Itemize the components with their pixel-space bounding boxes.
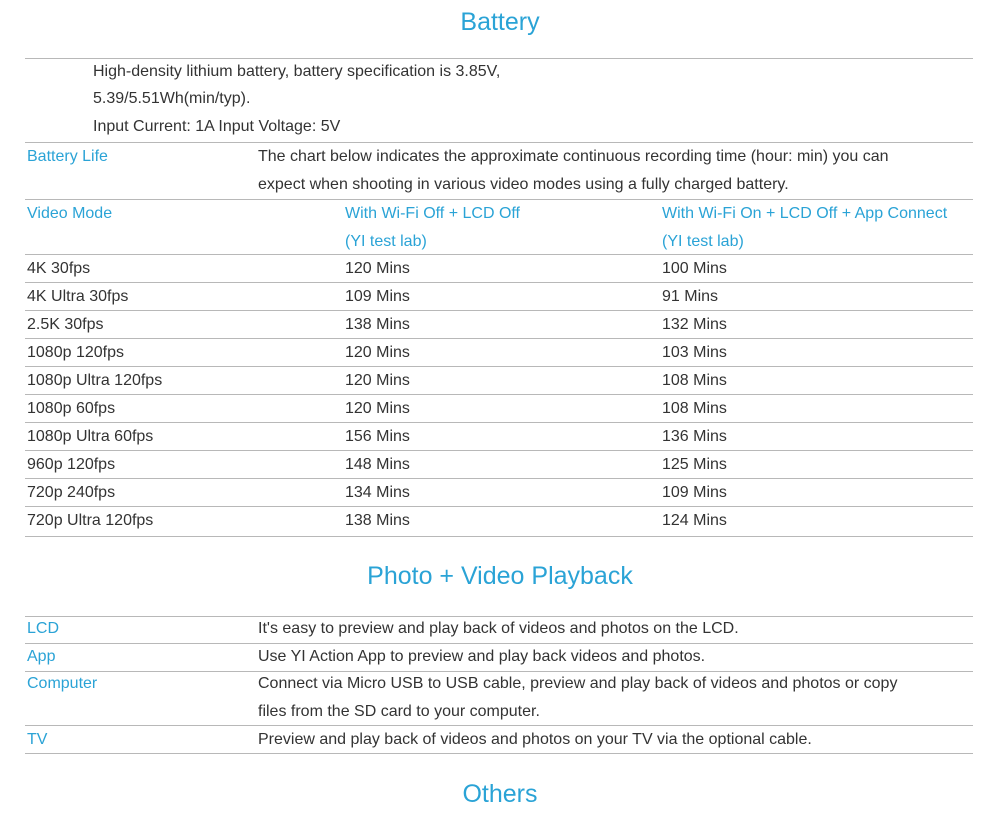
- cell-video-mode: 960p 120fps: [27, 456, 116, 473]
- divider: [25, 753, 973, 754]
- playback-label: LCD: [27, 620, 60, 637]
- cell-wifi-on: 100 Mins: [662, 260, 727, 277]
- divider: [25, 254, 973, 255]
- cell-wifi-off: 134 Mins: [345, 484, 410, 501]
- divider: [25, 671, 973, 672]
- divider: [25, 422, 973, 423]
- playback-text-line: Use YI Action App to preview and play back videos and photos.: [258, 648, 706, 665]
- cell-wifi-on: 103 Mins: [662, 344, 727, 361]
- cell-wifi-off: 138 Mins: [345, 316, 410, 333]
- cell-video-mode: 720p Ultra 120fps: [27, 512, 154, 529]
- divider: [25, 310, 973, 311]
- divider: [25, 338, 973, 339]
- cell-video-mode: 4K Ultra 30fps: [27, 288, 129, 305]
- cell-video-mode: 720p 240fps: [27, 484, 116, 501]
- cell-wifi-on: 109 Mins: [662, 484, 727, 501]
- cell-wifi-on: 91 Mins: [662, 288, 719, 305]
- cell-wifi-off: 120 Mins: [345, 372, 410, 389]
- cell-video-mode: 4K 30fps: [27, 260, 91, 277]
- divider: [25, 506, 973, 507]
- divider: [25, 58, 973, 59]
- cell-wifi-off: 120 Mins: [345, 400, 410, 417]
- cell-wifi-on: 124 Mins: [662, 512, 727, 529]
- divider: [25, 616, 973, 617]
- table-header-video-mode: Video Mode: [27, 205, 113, 222]
- divider: [25, 199, 973, 200]
- battery-life-label: Battery Life: [27, 148, 108, 165]
- table-header-wifi-off: With Wi-Fi Off + LCD Off: [345, 205, 520, 222]
- divider: [25, 478, 973, 479]
- divider: [25, 366, 973, 367]
- cell-wifi-off: 120 Mins: [345, 344, 410, 361]
- playback-label: TV: [27, 731, 48, 748]
- battery-section-title: Battery: [460, 8, 540, 36]
- battery-spec-line: High-density lithium battery, battery specification is 3.85V,: [93, 63, 501, 80]
- playback-label: Computer: [27, 675, 98, 692]
- divider: [25, 725, 973, 726]
- table-header-wifi-off-note: (YI test lab): [345, 233, 427, 250]
- cell-wifi-on: 108 Mins: [662, 372, 727, 389]
- cell-wifi-on: 136 Mins: [662, 428, 727, 445]
- cell-wifi-off: 120 Mins: [345, 260, 410, 277]
- cell-wifi-on: 125 Mins: [662, 456, 727, 473]
- cell-wifi-on: 108 Mins: [662, 400, 727, 417]
- cell-video-mode: 1080p 120fps: [27, 344, 124, 361]
- cell-video-mode: 2.5K 30fps: [27, 316, 104, 333]
- cell-wifi-off: 156 Mins: [345, 428, 410, 445]
- table-header-wifi-on-note: (YI test lab): [662, 233, 744, 250]
- playback-label: App: [27, 648, 56, 665]
- table-header-wifi-on: With Wi-Fi On + LCD Off + App Connect: [662, 205, 948, 222]
- playback-text-line: It's easy to preview and play back of videos and photos on the LCD.: [258, 620, 739, 637]
- playback-section-title: Photo + Video Playback: [367, 562, 633, 590]
- battery-spec-line: 5.39/5.51Wh(min/typ).: [93, 90, 251, 107]
- divider: [25, 282, 973, 283]
- battery-life-text-line: expect when shooting in various video modes using a fully charged battery.: [258, 176, 789, 193]
- cell-video-mode: 1080p Ultra 60fps: [27, 428, 154, 445]
- divider: [25, 394, 973, 395]
- divider: [25, 142, 973, 143]
- cell-wifi-on: 132 Mins: [662, 316, 727, 333]
- divider: [25, 643, 973, 644]
- playback-text-line: files from the SD card to your computer.: [258, 703, 540, 720]
- cell-video-mode: 1080p Ultra 120fps: [27, 372, 163, 389]
- cell-wifi-off: 109 Mins: [345, 288, 410, 305]
- others-section-title: Others: [462, 780, 538, 808]
- battery-spec-line: Input Current: 1A Input Voltage: 5V: [93, 118, 341, 135]
- divider: [25, 536, 973, 537]
- battery-life-text-line: The chart below indicates the approximate continuous recording time (hour: min) you can: [258, 148, 889, 165]
- cell-wifi-off: 148 Mins: [345, 456, 410, 473]
- playback-text-line: Preview and play back of videos and photos on your TV via the optional cable.: [258, 731, 812, 748]
- cell-video-mode: 1080p 60fps: [27, 400, 116, 417]
- playback-text-line: Connect via Micro USB to USB cable, preview and play back of videos and photos or copy: [258, 675, 898, 692]
- divider: [25, 450, 973, 451]
- cell-wifi-off: 138 Mins: [345, 512, 410, 529]
